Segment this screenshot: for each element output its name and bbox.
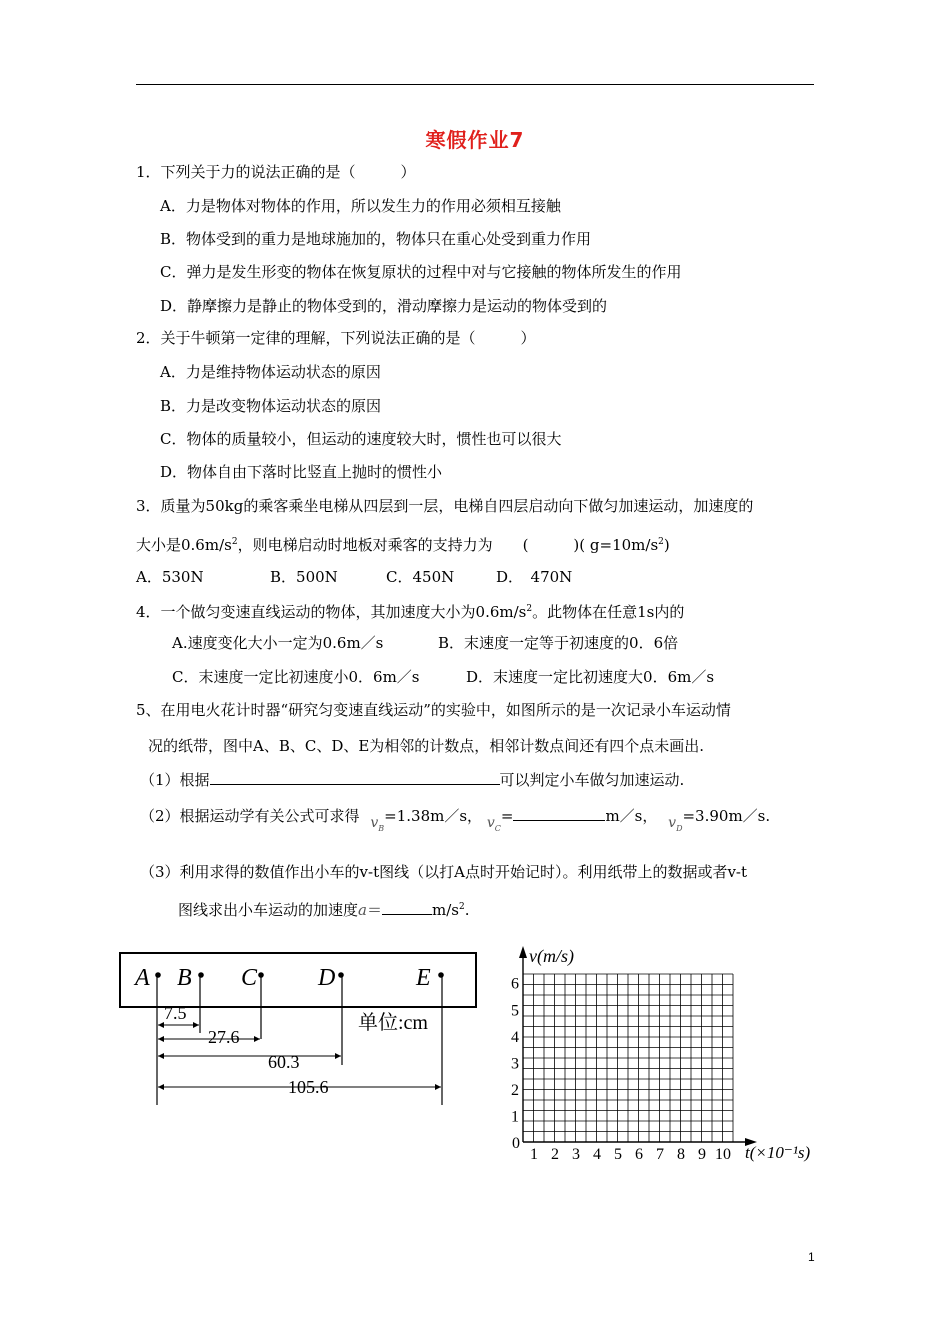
q4-stem-part-b: 。此物体在任意1s内的 (532, 603, 685, 621)
v-c-equals: = (500, 807, 514, 825)
q4-option-b: B．末速度一定等于初速度的0．6倍 (438, 634, 679, 652)
tape-point-a-label: A (135, 965, 150, 991)
y-tick-label: 6 (511, 975, 519, 993)
x-tick-labels (530, 1146, 731, 1163)
x-axis-label: t(×10⁻¹s) (745, 1143, 811, 1162)
tape-point-c-label: C (241, 965, 258, 991)
q4-option-a: A.速度变化大小一定为0.6m／s (172, 634, 384, 652)
q5-part1-answer-blank[interactable] (210, 770, 500, 785)
x-tick-label: 8 (677, 1146, 685, 1163)
origin-label: 0 (512, 1135, 520, 1152)
q4-stem: 4．一个做匀变速直线运动的物体，其加速度大小为$0.6m/s^2$。此物体在任意1s内的 (136, 603, 685, 621)
q5-part3-text: 图线求出小车运动的加速度 (178, 901, 359, 919)
q5-part1 (140, 770, 684, 790)
q3-options (136, 567, 572, 587)
q4-stem-part-a: 4．一个做匀变速直线运动的物体，其加速度大小为0.6m/s (136, 603, 527, 621)
distance-ac: 27.6 (208, 1027, 240, 1047)
v-d-value: =3.90m／s. (682, 807, 771, 825)
q3-stem-part-b: ，则电梯启动时地板对乘客的支持力为 ( )( g=10m/s (237, 536, 659, 554)
q3-option-a: A．530N (136, 568, 204, 586)
q5-stem-line2: 况的纸带，图中A、B、C、D、E为相邻的计数点，相邻计数点间还有四个点未画出. (148, 737, 705, 755)
paper-tape-figure (110, 945, 490, 1115)
q3-stem-part-a: 大小是0.6m/s (136, 536, 232, 554)
x-tick-label: 4 (593, 1146, 601, 1163)
q3-option-d: D． 470N (496, 568, 573, 586)
x-tick-label: 6 (635, 1146, 643, 1163)
tape-point-a (155, 972, 161, 978)
y-tick-label: 1 (511, 1108, 519, 1126)
y-tick-label: 2 (511, 1081, 519, 1099)
q3-stem-line2: 大小是$0.6m/s^2$，则电梯启动时地板对乘客的支持力为 ( )( $g=10m/s^2$) (136, 536, 670, 554)
y-tick-label: 4 (511, 1028, 519, 1046)
q2-option-a: A．力是维持物体运动状态的原因 (160, 363, 381, 381)
distance-ab: 7.5 (164, 1003, 187, 1023)
tape-point-b-label: B (177, 965, 192, 991)
tape-point-b (198, 972, 204, 978)
q3-option-b: B．500N (270, 568, 338, 586)
x-tick-label: 7 (656, 1146, 664, 1163)
v-d-symbol: $v_D$ (668, 815, 683, 833)
acceleration-answer-blank[interactable] (382, 900, 432, 915)
q3-option-c: C．450N (386, 568, 455, 586)
q5-part1-prefix: （1）根据 (140, 771, 210, 789)
q1-option-c: C．弹力是发生形变的物体在恢复原状的过程中对与它接触的物体所发生的作用 (160, 263, 682, 281)
v-b-value: =1.38m／s， (384, 807, 483, 825)
x-tick-label: 9 (698, 1146, 706, 1163)
q2-option-d: D．物体自由下落时比竖直上抛时的惯性小 (160, 463, 443, 481)
q1-option-d: D．静摩擦力是静止的物体受到的，滑动摩擦力是运动的物体受到的 (160, 297, 608, 315)
q5-stem-line1: 5、在用电火花计时器“研究匀变速直线运动”的实验中，如图所示的是一次记录小车运动情 (136, 701, 731, 719)
q3-stem-part-c: ) (663, 536, 670, 554)
q5-part3-line1: （3）利用求得的数值作出小车的v-t图线（以打A点时开始记时）。利用纸带上的数据或者v-t (140, 863, 748, 881)
distance-ae: 105.6 (288, 1077, 329, 1097)
q5-part3-equals: ＝ (366, 901, 382, 919)
q2-stem: 2．关于牛顿第一定律的理解，下列说法正确的是（ ） (136, 329, 536, 347)
v-c-symbol: $v_C$ (486, 815, 501, 833)
y-tick-label: 5 (511, 1002, 519, 1020)
q4-option-c: C．末速度一定比初速度小0．6m／s (172, 668, 420, 686)
y-tick-labels (511, 976, 519, 1126)
page-number: 1 (808, 1250, 815, 1264)
q5-part2 (140, 806, 770, 833)
x-tick-label: 1 (530, 1146, 538, 1163)
q1-option-a: A．力是物体对物体的作用，所以发生力的作用必须相互接触 (160, 197, 561, 215)
v-t-graph[interactable] (495, 938, 815, 1168)
acceleration-symbol: a (358, 901, 367, 919)
v-c-unit: m／s， (605, 807, 658, 825)
q5-part3-unit: m/s (431, 901, 459, 919)
q4-option-d: D．末速度一定比初速度大0．6m／s (466, 668, 715, 686)
q2-option-c: C．物体的质量较小，但运动的速度较大时，惯性也可以很大 (160, 430, 562, 448)
tape-unit-label: 单位:cm (358, 1012, 428, 1034)
graph-grid (523, 974, 733, 1142)
v-c-answer-blank[interactable] (513, 806, 605, 821)
q5-part3-line2: 图线求出小车运动的加速度$a= m/s^2$. (178, 901, 470, 919)
q1-stem: 1．下列关于力的说法正确的是（ ） (136, 163, 416, 181)
tape-point-d-label: D (318, 965, 336, 991)
q5-part3-end: . (464, 901, 470, 919)
q5-part1-suffix: 可以判定小车做匀加速运动. (499, 771, 685, 789)
q1-option-b: B．物体受到的重力是地球施加的，物体只在重心处受到重力作用 (160, 230, 592, 248)
q5-part2-prefix: （2）根据运动学有关公式可求得 (140, 807, 360, 825)
x-tick-label: 10 (715, 1146, 731, 1163)
y-tick-label: 3 (511, 1055, 519, 1073)
tape-point-d (338, 972, 344, 978)
x-tick-label: 3 (572, 1146, 580, 1163)
header-rule (136, 84, 814, 85)
tape-point-e (438, 972, 444, 978)
x-tick-label: 5 (614, 1146, 622, 1163)
y-axis-label: v(m/s) (529, 946, 574, 966)
x-tick-label: 2 (551, 1146, 559, 1163)
distance-ad: 60.3 (268, 1052, 300, 1072)
tape-point-e-label: E (416, 965, 431, 991)
v-b-symbol: $v_B$ (370, 815, 385, 833)
page-title: 寒假作业7 (425, 128, 525, 152)
q2-option-b: B．力是改变物体运动状态的原因 (160, 397, 382, 415)
q3-stem-line1: 3．质量为50kg的乘客乘坐电梯从四层到一层，电梯自四层启动向下做匀加速运动，加速度的 (136, 497, 754, 515)
y-axis-arrow (519, 946, 527, 958)
